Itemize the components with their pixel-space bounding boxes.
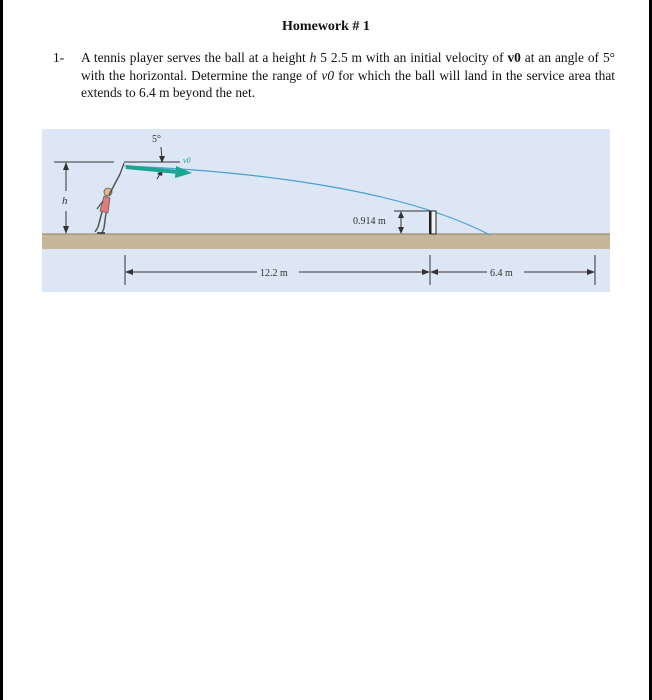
problem-text bbox=[81, 49, 615, 102]
problem-text-part2: 5 2.5 m with an initial velocity of bbox=[316, 50, 508, 65]
velocity-symbol-italic: v0 bbox=[321, 67, 335, 83]
angle-label: 5° bbox=[152, 134, 161, 145]
height-label: h bbox=[62, 195, 68, 207]
figure-background bbox=[42, 129, 610, 292]
distance-to-net-label: 12.2 m bbox=[260, 268, 288, 279]
problem-number: 1- bbox=[53, 50, 65, 65]
problem-text-part4: for which the ball will land in the service area that extends to 6.4 m beyond the net. bbox=[81, 67, 616, 100]
tennis-serve-figure bbox=[42, 129, 610, 292]
homework-title: Homework # 1 bbox=[282, 19, 370, 34]
service-area-label: 6.4 m bbox=[490, 268, 513, 279]
problem-text-part3: at an angle of 5° with the horizontal. Determine the range of bbox=[81, 50, 615, 83]
tennis-net bbox=[430, 211, 436, 234]
velocity-symbol-bold: v0 bbox=[507, 50, 521, 65]
net-height-label: 0.914 m bbox=[353, 216, 386, 227]
court-ground bbox=[42, 234, 610, 249]
problem-statement bbox=[53, 49, 615, 102]
problem-text-part1: A tennis player serves the ball at a height bbox=[81, 50, 310, 65]
document-page bbox=[3, 0, 649, 700]
velocity-label: v0 bbox=[183, 156, 191, 165]
height-symbol: h bbox=[309, 50, 317, 65]
